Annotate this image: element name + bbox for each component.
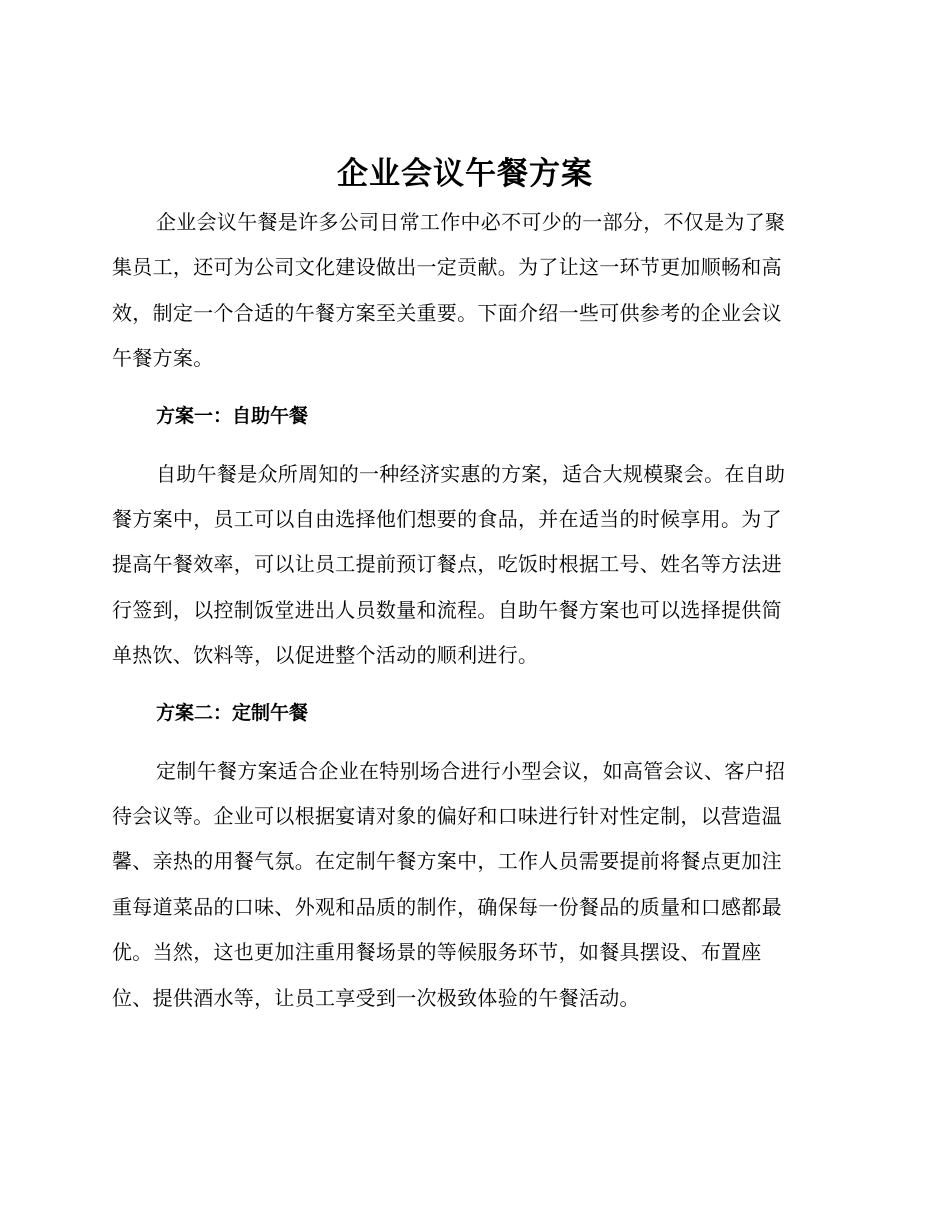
document-title: 企业会议午餐方案 xyxy=(337,156,593,192)
section2-line: 馨、亲热的用餐气氛。在定制午餐方案中，工作人员需要提前将餐点更加注 xyxy=(112,849,782,874)
intro-line: 效，制定一个合适的午餐方案至关重要。下面介绍一些可供参考的企业会议 xyxy=(112,300,782,325)
intro-paragraph xyxy=(112,200,830,382)
section1-paragraph xyxy=(112,452,830,679)
section2-line: 定制午餐方案适合企业在特别场合进行小型会议，如高管会议、客户招 xyxy=(156,758,786,783)
intro-line: 午餐方案。 xyxy=(112,346,214,371)
section2-heading: 方案二：定制午餐 xyxy=(156,701,309,724)
section2-paragraph xyxy=(112,749,830,1021)
section1-line: 提高午餐效率，可以让员工提前预订餐点，吃饭时根据工号、姓名等方法进 xyxy=(112,552,782,577)
section2-line: 位、提供酒水等，让员工享受到一次极致体验的午餐活动。 xyxy=(112,985,640,1010)
section1-line: 单热饮、饮料等，以促进整个活动的顺利进行。 xyxy=(112,643,539,668)
document-page xyxy=(112,148,830,1021)
intro-line: 企业会议午餐是许多公司日常工作中必不可少的一部分，不仅是为了聚 xyxy=(156,210,786,234)
section1-line: 餐方案中，员工可以自由选择他们想要的食品，并在适当的时候享用。为了 xyxy=(112,507,782,532)
section1-line: 行签到，以控制饭堂进出人员数量和流程。自助午餐方案也可以选择提供简 xyxy=(112,597,782,622)
section2-line: 优。当然，这也更加注重用餐场景的等候服务环节，如餐具摆设、布置座 xyxy=(112,940,762,965)
section2-line: 重每道菜品的口味、外观和品质的制作，确保每一份餐品的质量和口感都最 xyxy=(112,894,782,919)
intro-line: 集员工，还可为公司文化建设做出一定贡献。为了让这一环节更加顺畅和高 xyxy=(112,255,782,280)
section1-heading: 方案一：自助午餐 xyxy=(156,404,309,427)
section2-line: 待会议等。企业可以根据宴请对象的偏好和口味进行针对性定制，以营造温 xyxy=(112,804,782,829)
section1-line: 自助午餐是众所周知的一种经济实惠的方案，适合大规模聚会。在自助 xyxy=(156,461,786,486)
